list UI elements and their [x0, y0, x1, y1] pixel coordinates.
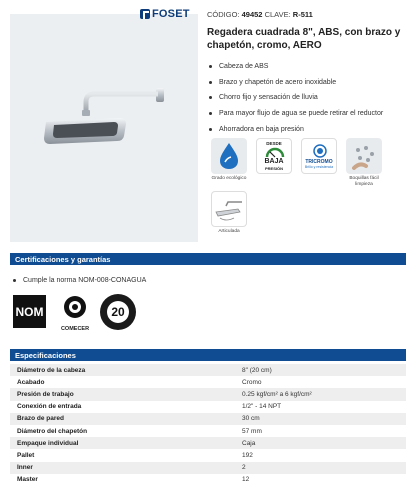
bullet-icon: [209, 112, 212, 115]
low-pressure-icon: DESDE BAJA PRESIÓN: [256, 138, 292, 174]
water-drop-icon: [211, 138, 247, 174]
table-row: Master 12: [10, 474, 406, 486]
bullet-icon: [209, 96, 212, 99]
table-row: Presión de trabajo 0.25 kgf/cm² a 6 kgf/cm²: [10, 388, 406, 400]
bullet-icon: [13, 279, 16, 282]
bullet-icon: [209, 81, 212, 84]
tricromo-icon: TRICROMO Brillo y resistencia: [301, 138, 337, 174]
warranty-badge: [100, 294, 136, 330]
table-row: Diámetro de la cabeza 8" (20 cm): [10, 364, 406, 376]
articulated-caption: Articulada: [218, 229, 240, 234]
brand-name: FOSET: [152, 8, 190, 20]
product-image: [10, 14, 198, 242]
product-key: R-511: [292, 10, 313, 19]
list-item: Cabeza de ABS: [209, 59, 413, 75]
list-item: Ahorradora en baja presión: [209, 121, 413, 137]
eco-caption: Grado ecológico: [211, 176, 247, 181]
list-item: Brazo y chapetón de acero inoxidable: [209, 75, 413, 91]
foset-logo-icon: [140, 9, 150, 19]
product-code: 49452: [241, 10, 263, 19]
key-label: CLAVE:: [264, 10, 291, 19]
table-row: Empaque individual Caja: [10, 437, 406, 449]
articulated-head-icon: [211, 191, 247, 227]
table-row: Inner 2: [10, 462, 406, 474]
table-row: Pallet 192: [10, 449, 406, 461]
table-row: Acabado Cromo: [10, 376, 406, 388]
foset-logo: [140, 8, 190, 20]
warranty-years: 20: [107, 301, 129, 323]
easy-clean-nozzles-icon: [346, 138, 382, 174]
product-info: [207, 10, 412, 52]
features-list: [209, 59, 413, 137]
code-label: CÓDIGO:: [207, 10, 240, 19]
specifications-table: [10, 364, 406, 486]
list-item: Cumple la norma NOM-008-CONAGUA: [13, 277, 146, 284]
specifications-header: Especificaciones: [10, 349, 406, 361]
table-row: Diámetro del chapetón 57 mm: [10, 425, 406, 437]
certifications-header: Certificaciones y garantías: [10, 253, 406, 265]
table-row: Conexión de entrada 1/2" - 14 NPT: [10, 401, 406, 413]
product-code-line: [207, 10, 412, 19]
bullet-icon: [209, 65, 212, 68]
shower-head-illustration: [10, 14, 198, 242]
nom-logo: NOM: [13, 295, 46, 328]
list-item: Para mayor flujo de agua se puede retirar el reductor: [209, 106, 413, 122]
comecer-logo: COMECER: [55, 294, 95, 330]
product-title: Regadera cuadrada 8", ABS, con brazo y chapetón, cromo, AERO: [207, 27, 401, 51]
list-item: Chorro fijo y sensación de lluvia: [209, 90, 413, 106]
table-row: Brazo de pared 30 cm: [10, 413, 406, 425]
bullet-icon: [209, 128, 212, 131]
nozzles-caption: Boquillas fácil limpieza: [349, 176, 379, 187]
